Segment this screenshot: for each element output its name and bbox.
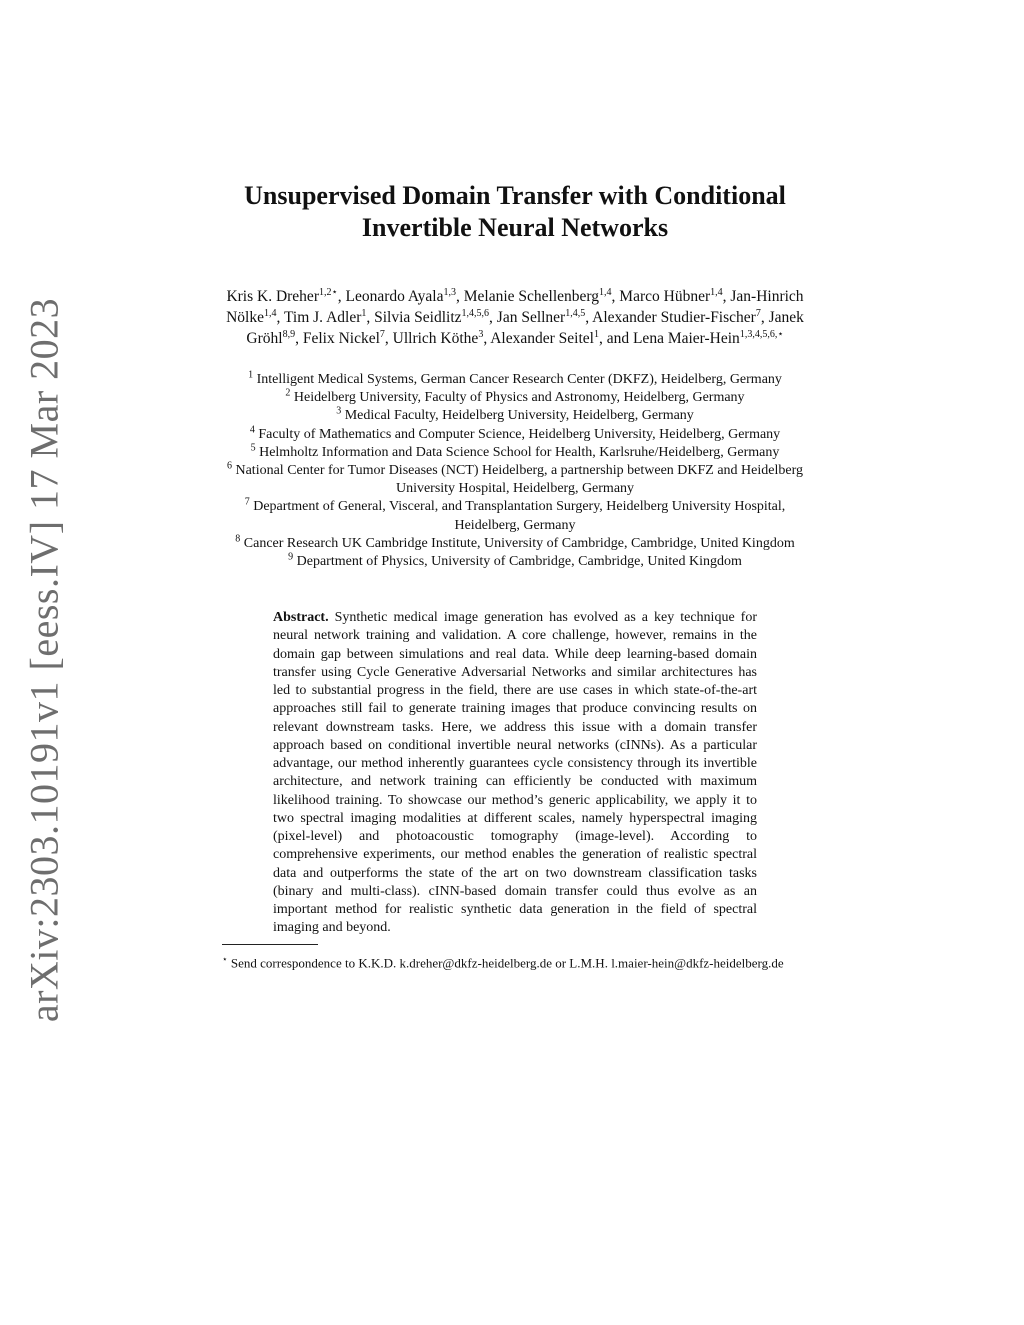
affiliation — [222, 444, 808, 462]
affiliation-number: 6 — [226, 460, 232, 472]
affiliation — [222, 407, 808, 425]
affiliation-number: 8 — [235, 533, 241, 545]
affiliation — [222, 423, 808, 444]
author-name: Alexander Studier-Fischer — [592, 309, 756, 326]
author-affiliation-marks: 1,4,5,6 — [461, 307, 490, 319]
affiliation-text: National Center for Tumor Diseases (NCT) Heidelberg, a partnership between DKFZ and Heidelberg University Hospital, Heidelberg, Germany — [231, 463, 803, 497]
affiliation-number: 2 — [285, 387, 291, 399]
author-separator: , — [722, 288, 731, 305]
arxiv-identifier: arXiv:2303.10191v1 [eess.IV] 17 Mar 2023 — [21, 297, 67, 1023]
author-separator: , — [295, 330, 303, 347]
author — [284, 309, 374, 326]
author-name: Alexander Seitel — [490, 330, 594, 347]
affiliation-number: 9 — [288, 551, 294, 563]
affiliation-text: Heidelberg University, Faculty of Physics and Astronomy, Heidelberg, Germany — [290, 390, 745, 406]
author-name: Tim J. Adler — [283, 309, 362, 326]
affiliation-number: 1 — [248, 369, 254, 381]
author-affiliation-marks: 1,4 — [264, 307, 277, 319]
affiliation-text: Helmholtz Information and Data Science School for Health, Karlsruhe/Heidelberg, Germany — [255, 444, 780, 460]
author-separator: , — [483, 330, 491, 347]
author-separator: , and — [598, 330, 633, 347]
footnote-mark: ⋆ — [222, 953, 228, 964]
author-name: Ullrich Köthe — [392, 330, 479, 347]
author-name: Janek Gröhl — [246, 309, 804, 347]
author-separator: , — [366, 309, 375, 326]
affiliation-number: 4 — [249, 423, 255, 435]
paper-first-page — [222, 180, 808, 971]
affiliation-list — [222, 371, 808, 571]
affiliation — [222, 389, 808, 407]
author-separator: , — [611, 288, 620, 305]
affiliation — [222, 371, 808, 389]
author-name: Leonardo Ayala — [345, 288, 444, 305]
affiliation-number: 7 — [244, 496, 250, 508]
author-separator: , — [585, 309, 593, 326]
correspondence-footnote — [222, 951, 808, 971]
author-affiliation-marks: 1 — [593, 328, 599, 340]
affiliation-text: Intelligent Medical Systems, German Cancer Research Center (DKFZ), Heidelberg, Germany — [253, 372, 782, 387]
affiliation-text: Department of Physics, University of Cambridge, Cambridge, United Kingdom — [293, 554, 742, 570]
author — [497, 309, 592, 326]
affiliation-text: Department of General, Visceral, and Transplantation Surgery, Heidelberg University Hospital, Heidelberg, Germany — [249, 499, 786, 533]
affiliation — [222, 535, 808, 553]
author — [226, 288, 345, 305]
author — [374, 309, 497, 326]
title-line-1: Unsupervised Domain Transfer with Conditional — [244, 181, 786, 210]
footnote-divider — [222, 944, 318, 945]
author-affiliation-marks: 1,4,5 — [565, 307, 586, 319]
abstract-body: Synthetic medical image generation has evolved as a key technique for neural network training and validation. A core challenge, however, remains in the domain gap between simulations and real data. While deep learning-based domain transfer using Cycle Generative Adversarial Networks and similar architectures has led to substantial progress in the field, there are use cases in which state-of-the-art approaches still fail to generate training images that produce convincing results on relevant downstream tasks. Here, we address this issue with a domain transfer approach based on conditional invertible neural networks (cINNs). As a particular advantage, our method inherently guarantees cycle consistency through its invertible architecture, and network training can efficiently be conducted with maximum likelihood training. To showcase our method’s generic applicability, we apply it to two spectral imaging modalities at different scales, namely hyperspectral imaging (pixel-level) and photoacoustic tomography (image-level). According to comprehensive experiments, our method enables the generation of realistic spectral data and outperforms the state of the art on two downstream classification tasks (binary and multi-class). cINN-based domain transfer could thus evolve as an important method for realistic synthetic data generation in the field of spectral imaging and beyond. — [273, 610, 757, 936]
author-name: Jan Sellner — [496, 309, 566, 326]
author — [346, 288, 464, 305]
author-name: Kris K. Dreher — [226, 288, 319, 305]
author — [464, 288, 620, 305]
affiliation-text: Faculty of Mathematics and Computer Science, Heidelberg University, Heidelberg, Germany — [254, 426, 781, 442]
affiliation-number: 3 — [336, 405, 342, 417]
affiliation-number: 5 — [250, 442, 256, 454]
abstract-label: Abstract. — [273, 610, 329, 626]
footnote-text: Send correspondence to K.K.D. k.dreher@dkfz-heidelberg.de or L.M.H. l.maier-hein@dkfz-heidelberg.de — [230, 955, 784, 971]
author-separator: , — [337, 288, 346, 305]
author-name: Melanie Schellenberg — [463, 288, 600, 305]
author — [619, 288, 730, 305]
author — [592, 309, 768, 326]
title-line-2: Invertible Neural Networks — [361, 213, 669, 242]
author-name: Silvia Seidlitz — [374, 309, 462, 326]
affiliation-text: Cancer Research UK Cambridge Institute, University of Cambridge, Cambridge, United Kingdom — [240, 535, 795, 551]
affiliation — [222, 553, 808, 571]
author-affiliation-marks: 1,2⋆ — [318, 286, 338, 298]
author-affiliation-marks: 1,3 — [443, 286, 456, 298]
author-name: Jan-Hinrich Nölke — [226, 288, 804, 326]
author-separator: , — [489, 309, 497, 326]
author-affiliation-marks: 8,9 — [282, 328, 296, 340]
author-list — [222, 286, 808, 349]
author-affiliation-marks: 1,4 — [599, 286, 612, 298]
abstract — [273, 609, 757, 938]
author-affiliation-marks: 7 — [379, 328, 385, 340]
affiliation — [222, 498, 808, 534]
author-affiliation-marks: 1 — [361, 307, 367, 319]
author-affiliation-marks: 1,4 — [710, 286, 723, 298]
author — [633, 330, 784, 347]
author-name: Lena Maier-Hein — [632, 330, 740, 347]
author-separator: , — [276, 309, 284, 326]
paper-title — [222, 180, 808, 244]
affiliation-text: Medical Faculty, Heidelberg University, Heidelberg, Germany — [341, 408, 694, 424]
author-name: Felix Nickel — [302, 330, 380, 347]
author-separator: , — [760, 309, 769, 326]
author-separator: , — [456, 288, 464, 305]
author-affiliation-marks: 7 — [755, 307, 761, 319]
author-name: Marco Hübner — [619, 288, 711, 305]
author-affiliation-marks: 1,3,4,5,6,⋆ — [739, 328, 784, 340]
author-affiliation-marks: 3 — [478, 328, 484, 340]
affiliation — [222, 462, 808, 498]
author-separator: , — [384, 330, 393, 347]
author — [303, 330, 393, 347]
author — [393, 330, 491, 347]
author — [490, 330, 633, 347]
